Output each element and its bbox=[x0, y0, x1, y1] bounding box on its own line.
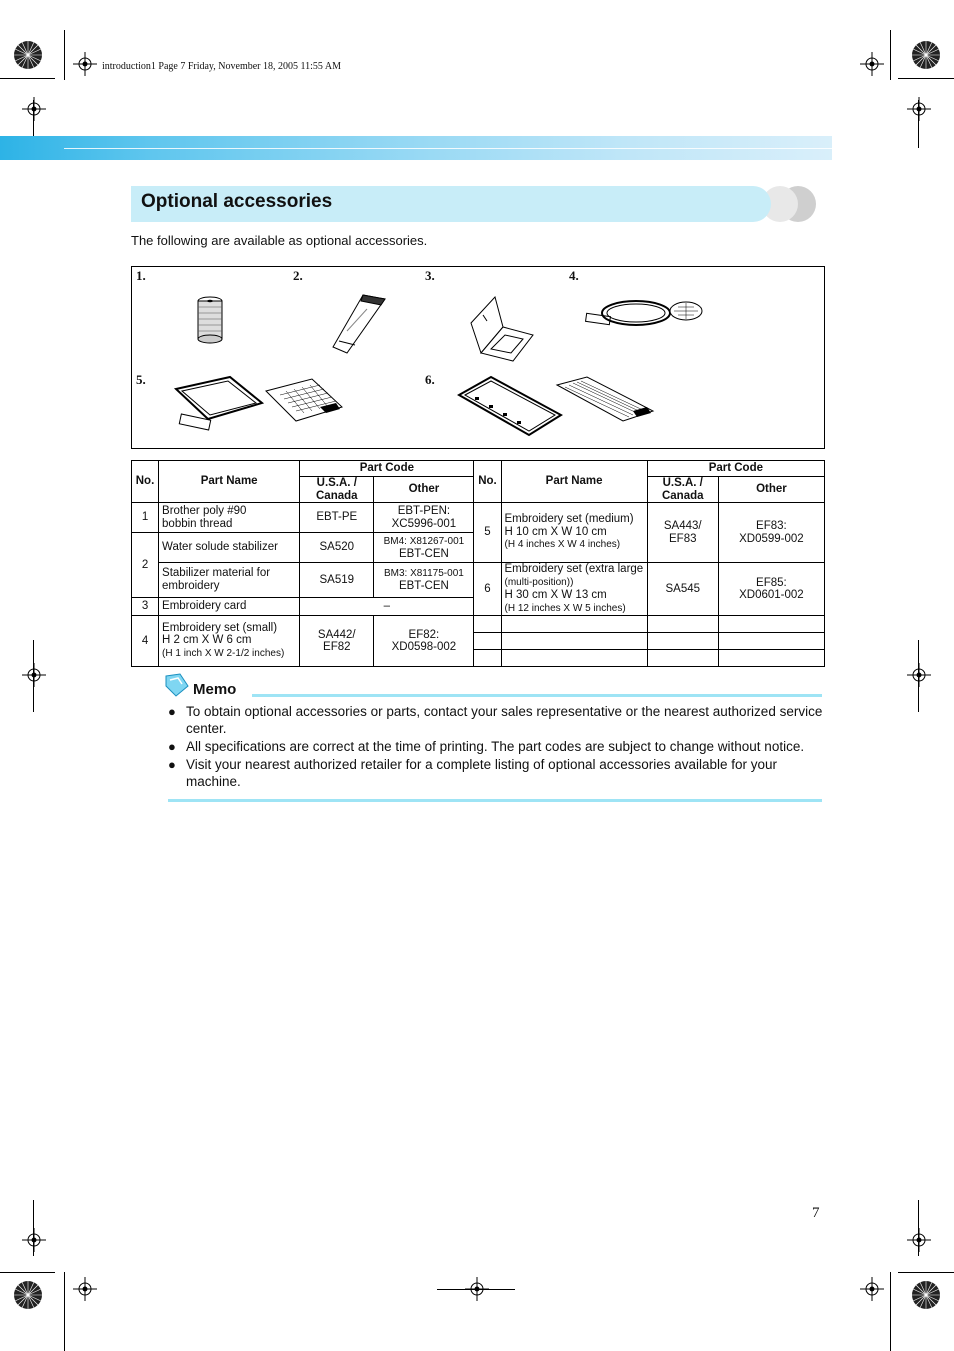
header-other: Other bbox=[374, 477, 474, 503]
cell-part-name: Water solude stabilizer bbox=[159, 533, 300, 563]
cell-no: 5 bbox=[474, 503, 501, 563]
crop-line bbox=[898, 1272, 954, 1273]
crop-line bbox=[33, 640, 34, 712]
cell-no: 6 bbox=[474, 563, 501, 616]
cell-no: 1 bbox=[132, 503, 159, 533]
memo-list bbox=[168, 703, 828, 791]
header-no: No. bbox=[474, 461, 501, 503]
empty-cell bbox=[647, 650, 718, 667]
color-rosette-bottom-right bbox=[911, 1280, 941, 1310]
extra-large-hoop-illustration bbox=[457, 375, 657, 443]
stabilizer-roll-illustration bbox=[327, 291, 389, 357]
cell-other-code: BM4: X81267-001 EBT-CEN bbox=[374, 533, 474, 563]
color-rosette-top-left bbox=[13, 40, 43, 70]
cell-part-name: Stabilizer material for embroidery bbox=[159, 563, 300, 598]
crop-line bbox=[890, 1272, 891, 1351]
registration-mark bbox=[22, 1228, 46, 1252]
empty-cell bbox=[718, 616, 824, 633]
crop-line bbox=[64, 30, 65, 80]
header-usa-canada: U.S.A. / Canada bbox=[300, 477, 374, 503]
figure-number: 1. bbox=[136, 268, 146, 283]
page-number: 7 bbox=[812, 1205, 820, 1221]
empty-cell bbox=[501, 650, 647, 667]
cell-other-code: EBT-PEN: XC5996-001 bbox=[374, 503, 474, 533]
empty-cell bbox=[647, 616, 718, 633]
memo-item: ● All specifications are correct at the time of printing. The part codes are subject to change without notice. bbox=[168, 739, 805, 754]
parts-table bbox=[131, 460, 825, 667]
cell-part-name: Embroidery set (small) H 2 cm X W 6 cm (H 1 inch X W 2-1/2 inches) bbox=[159, 616, 300, 667]
cell-usa-code: SA443/ EF83 bbox=[647, 503, 718, 563]
section-title: Optional accessories bbox=[141, 191, 333, 212]
empty-cell bbox=[474, 650, 501, 667]
thread-spool-illustration bbox=[192, 295, 228, 345]
cell-usa-code: SA519 bbox=[300, 563, 374, 598]
empty-cell bbox=[718, 650, 824, 667]
crop-line bbox=[0, 1272, 55, 1273]
header-other: Other bbox=[718, 477, 824, 503]
memo-icon bbox=[162, 672, 190, 698]
crop-line bbox=[0, 78, 55, 79]
registration-mark bbox=[907, 97, 931, 121]
cell-usa-code: EBT-PE bbox=[300, 503, 374, 533]
crop-line bbox=[918, 100, 919, 148]
cell-no: 3 bbox=[132, 597, 159, 615]
registration-mark bbox=[860, 52, 884, 76]
cell-part-name: Brother poly #90 bobbin thread bbox=[159, 503, 300, 533]
empty-cell bbox=[501, 633, 647, 650]
empty-cell bbox=[718, 633, 824, 650]
color-rosette-bottom-left bbox=[13, 1280, 43, 1310]
registration-mark bbox=[22, 97, 46, 121]
cell-other-code: EF83: XD0599-002 bbox=[718, 503, 824, 563]
memo-item: ● To obtain optional accessories or parts, contact your sales representative or the nearest authorized service center. bbox=[168, 704, 823, 736]
cell-usa-code: SA545 bbox=[647, 563, 718, 616]
registration-mark bbox=[73, 1277, 97, 1301]
registration-mark bbox=[73, 52, 97, 76]
cell-other-code: EF82: XD0598-002 bbox=[374, 616, 474, 667]
empty-cell bbox=[647, 633, 718, 650]
figure-number: 3. bbox=[425, 268, 435, 283]
figure-number: 6. bbox=[425, 372, 435, 387]
cell-no: 2 bbox=[132, 533, 159, 598]
figure-number: 4. bbox=[569, 268, 579, 283]
crop-line bbox=[437, 1289, 515, 1290]
empty-cell bbox=[501, 616, 647, 633]
small-hoop-illustration bbox=[584, 295, 704, 337]
medium-hoop-illustration bbox=[170, 375, 345, 441]
cell-other-code: BM3: X81175-001 EBT-CEN bbox=[374, 563, 474, 598]
cell-usa-code: SA520 bbox=[300, 533, 374, 563]
header-part-name: Part Name bbox=[501, 461, 647, 503]
header-part-code: Part Code bbox=[300, 461, 474, 477]
cell-part-name: Embroidery set (medium) H 10 cm X W 10 cm (H 4 inches X W 4 inches) bbox=[501, 503, 647, 563]
empty-cell bbox=[474, 633, 501, 650]
crop-line bbox=[918, 1200, 919, 1256]
crop-line bbox=[918, 640, 919, 712]
memo-title: Memo bbox=[193, 681, 237, 698]
print-slug: introduction1 Page 7 Friday, November 18, 2005 11:55 AM bbox=[102, 61, 341, 72]
header-usa-canada: U.S.A. / Canada bbox=[647, 477, 718, 503]
cell-part-name: Embroidery set (extra large (multi-position)) H 30 cm X W 13 cm (H 12 inches X W 5 inches) bbox=[501, 563, 647, 616]
memo-item: ● Visit your nearest authorized retailer for a complete listing of optional accessories available for your machine. bbox=[168, 757, 778, 789]
figure-number: 5. bbox=[136, 372, 146, 387]
figure-number: 2. bbox=[293, 268, 303, 283]
cell-other-code: EF85: XD0601-002 bbox=[718, 563, 824, 616]
registration-mark bbox=[22, 663, 46, 687]
memo-bottom-rule bbox=[168, 799, 822, 802]
memo-rule bbox=[252, 694, 822, 697]
registration-mark bbox=[907, 663, 931, 687]
registration-mark bbox=[907, 1228, 931, 1252]
header-band-rule bbox=[64, 148, 832, 149]
cell-part-name: Embroidery card bbox=[159, 597, 300, 615]
crop-line bbox=[64, 1272, 65, 1351]
intro-text: The following are available as optional accessories. bbox=[131, 233, 428, 248]
header-no: No. bbox=[132, 461, 159, 503]
cell-usa-code: SA442/ EF82 bbox=[300, 616, 374, 667]
empty-cell bbox=[474, 616, 501, 633]
cell-code: – bbox=[300, 597, 474, 615]
registration-mark bbox=[860, 1277, 884, 1301]
accessories-figure bbox=[131, 266, 825, 449]
header-part-code: Part Code bbox=[647, 461, 824, 477]
color-rosette-top-right bbox=[911, 40, 941, 70]
crop-line bbox=[33, 1200, 34, 1256]
crop-line bbox=[890, 30, 891, 80]
embroidery-card-illustration bbox=[467, 291, 537, 363]
header-part-name: Part Name bbox=[159, 461, 300, 503]
cell-no: 4 bbox=[132, 616, 159, 667]
crop-line bbox=[898, 78, 954, 79]
